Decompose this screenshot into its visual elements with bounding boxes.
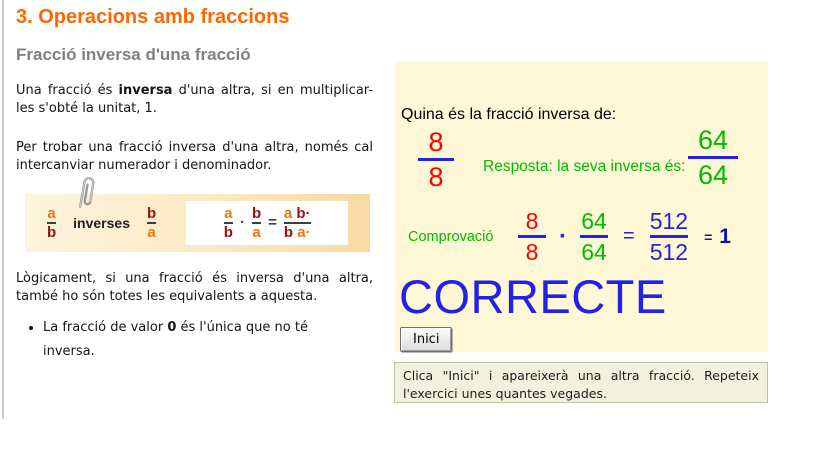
fraction-denominator: b <box>223 223 233 241</box>
fraction-numerator <box>284 206 311 221</box>
fraction-b-over-a <box>145 206 158 240</box>
term: a <box>283 204 293 222</box>
check-fraction-1 <box>513 208 551 265</box>
check-final-result: 1 <box>719 224 731 248</box>
status-correct-text: CORRECTE <box>399 270 667 323</box>
page-title: 3. Operacions amb fraccions <box>16 6 290 28</box>
answer-fraction <box>683 125 743 190</box>
formula-fraction-2 <box>250 206 263 240</box>
fraction-numerator: 64 <box>697 125 729 155</box>
inverses-label: inverses <box>73 214 130 231</box>
fraction-denominator: 512 <box>649 239 689 265</box>
fraction-numerator: 64 <box>581 208 607 234</box>
fraction-denominator: a <box>147 223 156 241</box>
fraction-bar <box>580 235 608 238</box>
term: b <box>283 223 294 241</box>
theory-formula-box <box>25 194 370 252</box>
exercise-panel <box>395 61 768 352</box>
fraction-denominator: 8 <box>525 239 539 265</box>
given-fraction <box>413 127 459 192</box>
fraction-bar <box>688 156 738 159</box>
equals-sign: = <box>623 225 635 247</box>
theory-paragraph-2: Per trobar una fracció inversa d'una altra, només cal intercanviar numerador i denominador. <box>16 139 373 174</box>
instructions-note: Clica "Inici" i apareixerà una altra fracció. Repeteix l'exercici unes quantes vegades. <box>394 362 768 403</box>
fraction-denominator: a <box>252 223 261 241</box>
term: b· <box>296 204 311 222</box>
question-label: Quina és la fracció inversa de: <box>401 106 617 123</box>
fraction-denominator <box>284 225 311 240</box>
bullet-text: La fracció de valor <box>43 319 168 335</box>
answer-label: Resposta: la seva inversa és: <box>483 158 686 175</box>
theory-paragraph-1 <box>16 82 373 119</box>
fraction-denominator: 64 <box>697 160 729 190</box>
multiplication-formula <box>186 201 348 245</box>
multiply-dot: · <box>239 214 245 232</box>
formula-result-fraction <box>282 206 313 240</box>
equals-sign: = <box>268 214 277 232</box>
check-equation <box>513 208 731 265</box>
fraction-bar <box>418 158 454 161</box>
theory-paragraph-3: Lògicament, si una fracció és inversa d'una altra, també ho són totes les equivalents a aquesta. <box>16 270 373 305</box>
fraction-denominator: b <box>47 223 57 241</box>
multiply-dot: · <box>559 222 567 250</box>
fraction-numerator: 8 <box>428 127 444 157</box>
equals-sign: = <box>704 228 713 245</box>
fraction-denominator: 64 <box>581 239 607 265</box>
theory-paragraph-1-bold: inversa <box>118 83 173 98</box>
fraction-denominator: 8 <box>428 162 444 192</box>
check-fraction-2 <box>575 208 613 265</box>
fraction-bar <box>650 235 688 238</box>
theory-paragraph-1-rest: d'una altra, si en multiplicar-les s'obté la unitat, 1. <box>16 83 373 117</box>
section-subtitle: Fracció inversa d'una fracció <box>16 45 251 64</box>
bullet-bold: 0 <box>167 319 177 335</box>
inici-button[interactable]: Inici <box>400 327 452 352</box>
check-result-fraction <box>645 208 693 265</box>
fraction-numerator: a <box>47 204 56 222</box>
theory-column <box>16 6 373 364</box>
fraction-numerator: b <box>251 204 262 222</box>
theory-bullet-list <box>16 316 373 364</box>
theory-paragraph-1-text: Una fracció és <box>16 83 119 98</box>
fraction-numerator: a <box>224 204 233 222</box>
formula-fraction-1 <box>222 206 235 240</box>
fraction-a-over-b <box>45 206 58 240</box>
bullet-text-rest: és l'única que no té inversa. <box>43 319 308 359</box>
fraction-numerator: 512 <box>649 208 689 234</box>
check-label: Comprovació <box>408 229 494 245</box>
term: a· <box>297 223 311 241</box>
paperclip-icon <box>75 173 101 215</box>
fraction-bar <box>518 235 546 238</box>
left-border-rule <box>2 0 4 419</box>
theory-bullet-item <box>43 316 343 364</box>
fraction-numerator: b <box>147 204 157 222</box>
fraction-numerator: 8 <box>525 208 539 234</box>
